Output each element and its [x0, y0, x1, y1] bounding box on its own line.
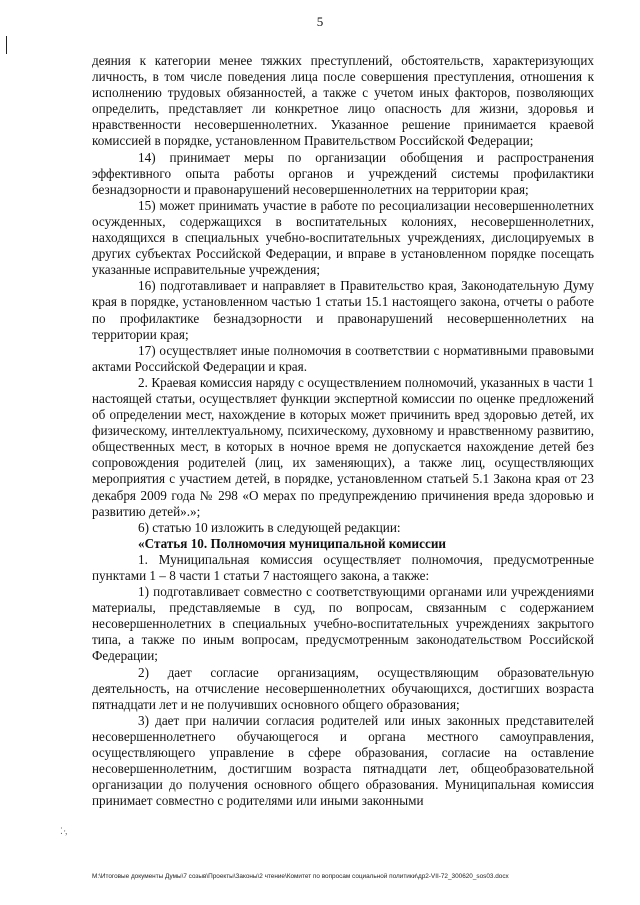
paragraph-article-10-item-2: 2) дает согласие организациям, осуществляющим образовательную деятельность, на отчисление несовершеннолетних обучающихся, достигших возраста пятнадцати лет и не получивших основного общего образования;: [92, 664, 594, 712]
paragraph-amendment-6: 6) статью 10 изложить в следующей редакции:: [138, 519, 401, 535]
footer-file-path: M:\Итоговые документы Думы\7 созыв\Проекты\Законы\2 чтение\Комитет по вопросам социальной политики\др2-VII-72_300620_sos03.docx: [92, 873, 509, 880]
paragraph-item-17: 17) осуществляет иные полномочия в соответствии с нормативными правовыми актами Российской Федерации и края.: [92, 342, 594, 374]
margin-mark: [6, 36, 7, 54]
paragraph-continuation: деяния к категории менее тяжких преступлений, обстоятельств, характеризующих личность, в том числе поведения лица после совершения преступления, отношения к исполнению трудовых обязанностей, а также с учетом иных факторов, позволяющих определить, представляет ли конкретное лицо опасность для жизни, здоровья и нравственности несовершеннолетних. Указанное решение принимается краевой комиссией в порядке, установленном Правительством Российской Федерации;: [92, 53, 594, 149]
paragraph-item-14: 14) принимает меры по организации обобщения и распространения эффективного опыта работы органов и учреждений системы профилактики безнадзорности и правонарушений несовершеннолетних на территории края;: [92, 149, 594, 197]
paragraph-item-16: 16) подготавливает и направляет в Правительство края, Законодательную Думу края в порядке, установленном частью 1 статьи 15.1 настоящего закона, отчеты о работе по профилактике безнадзорности и правонарушений несовершеннолетних на территории края;: [92, 278, 594, 342]
paragraph-item-15: 15) может принимать участие в работе по ресоциализации несовершеннолетних осужденных, содержащихся в воспитательных колониях, несовершеннолетних, находящихся в специальных учебно-воспитательных учреждениях, дислоцируемых в других субъектах Российской Федерации, и вправе в установленном порядке посещать указанные исправительные учреждения;: [92, 197, 594, 278]
document-body: [92, 53, 594, 809]
paragraph-article-10-item-3: 3) дает при наличии согласия родителей или иных законных представителей несовершеннолетнего обучающегося и органа местного самоуправления, осуществляющего управление в сфере образования, согласие на оставление несовершеннолетним, достигшим возраста пятнадцати лет, общеобразовательной организации до получения основного общего образования. Муниципальная комиссия принимает совместно с родителями или иными законными: [92, 712, 594, 809]
scan-speck: ⁚ ·,: [60, 826, 67, 836]
paragraph-article-10-part-1: 1. Муниципальная комиссия осуществляет полномочия, предусмотренные пунктами 1 – 8 части 1 статьи 7 настоящего закона, а также:: [92, 551, 594, 583]
article-10-heading: «Статья 10. Полномочия муниципальной комиссии: [138, 535, 447, 551]
paragraph-article-10-item-1: 1) подготавливает совместно с соответствующими органами или учреждениями материалы, представляемые в суд, по вопросам, связанным с содержанием несовершеннолетних в специальных учебно-воспитательных учреждениях закрытого типа, а также по иным вопросам, предусмотренным законодательством Российской Федерации;: [92, 584, 594, 664]
paragraph-part-2: 2. Краевая комиссия наряду с осуществлением полномочий, указанных в части 1 настоящей статьи, осуществляет функции экспертной комиссии по оценке предложений об определении мест, нахождение в которых может причинить вред здоровью детей, их физическому, интеллектуальному, психическому, духовному и нравственному развитию, общественных мест, в которых в ночное время не допускается нахождение детей без сопровождения родителей (лиц, их заменяющих), а также лиц, осуществляющих мероприятия с участием детей, в порядке, установленном статьей 5.1 Закона края от 23 декабря 2009 года № 298 «О мерах по предупреждению причинения вреда здоровью и развитию детей».»;: [92, 374, 594, 519]
page-number: 5: [316, 14, 324, 29]
